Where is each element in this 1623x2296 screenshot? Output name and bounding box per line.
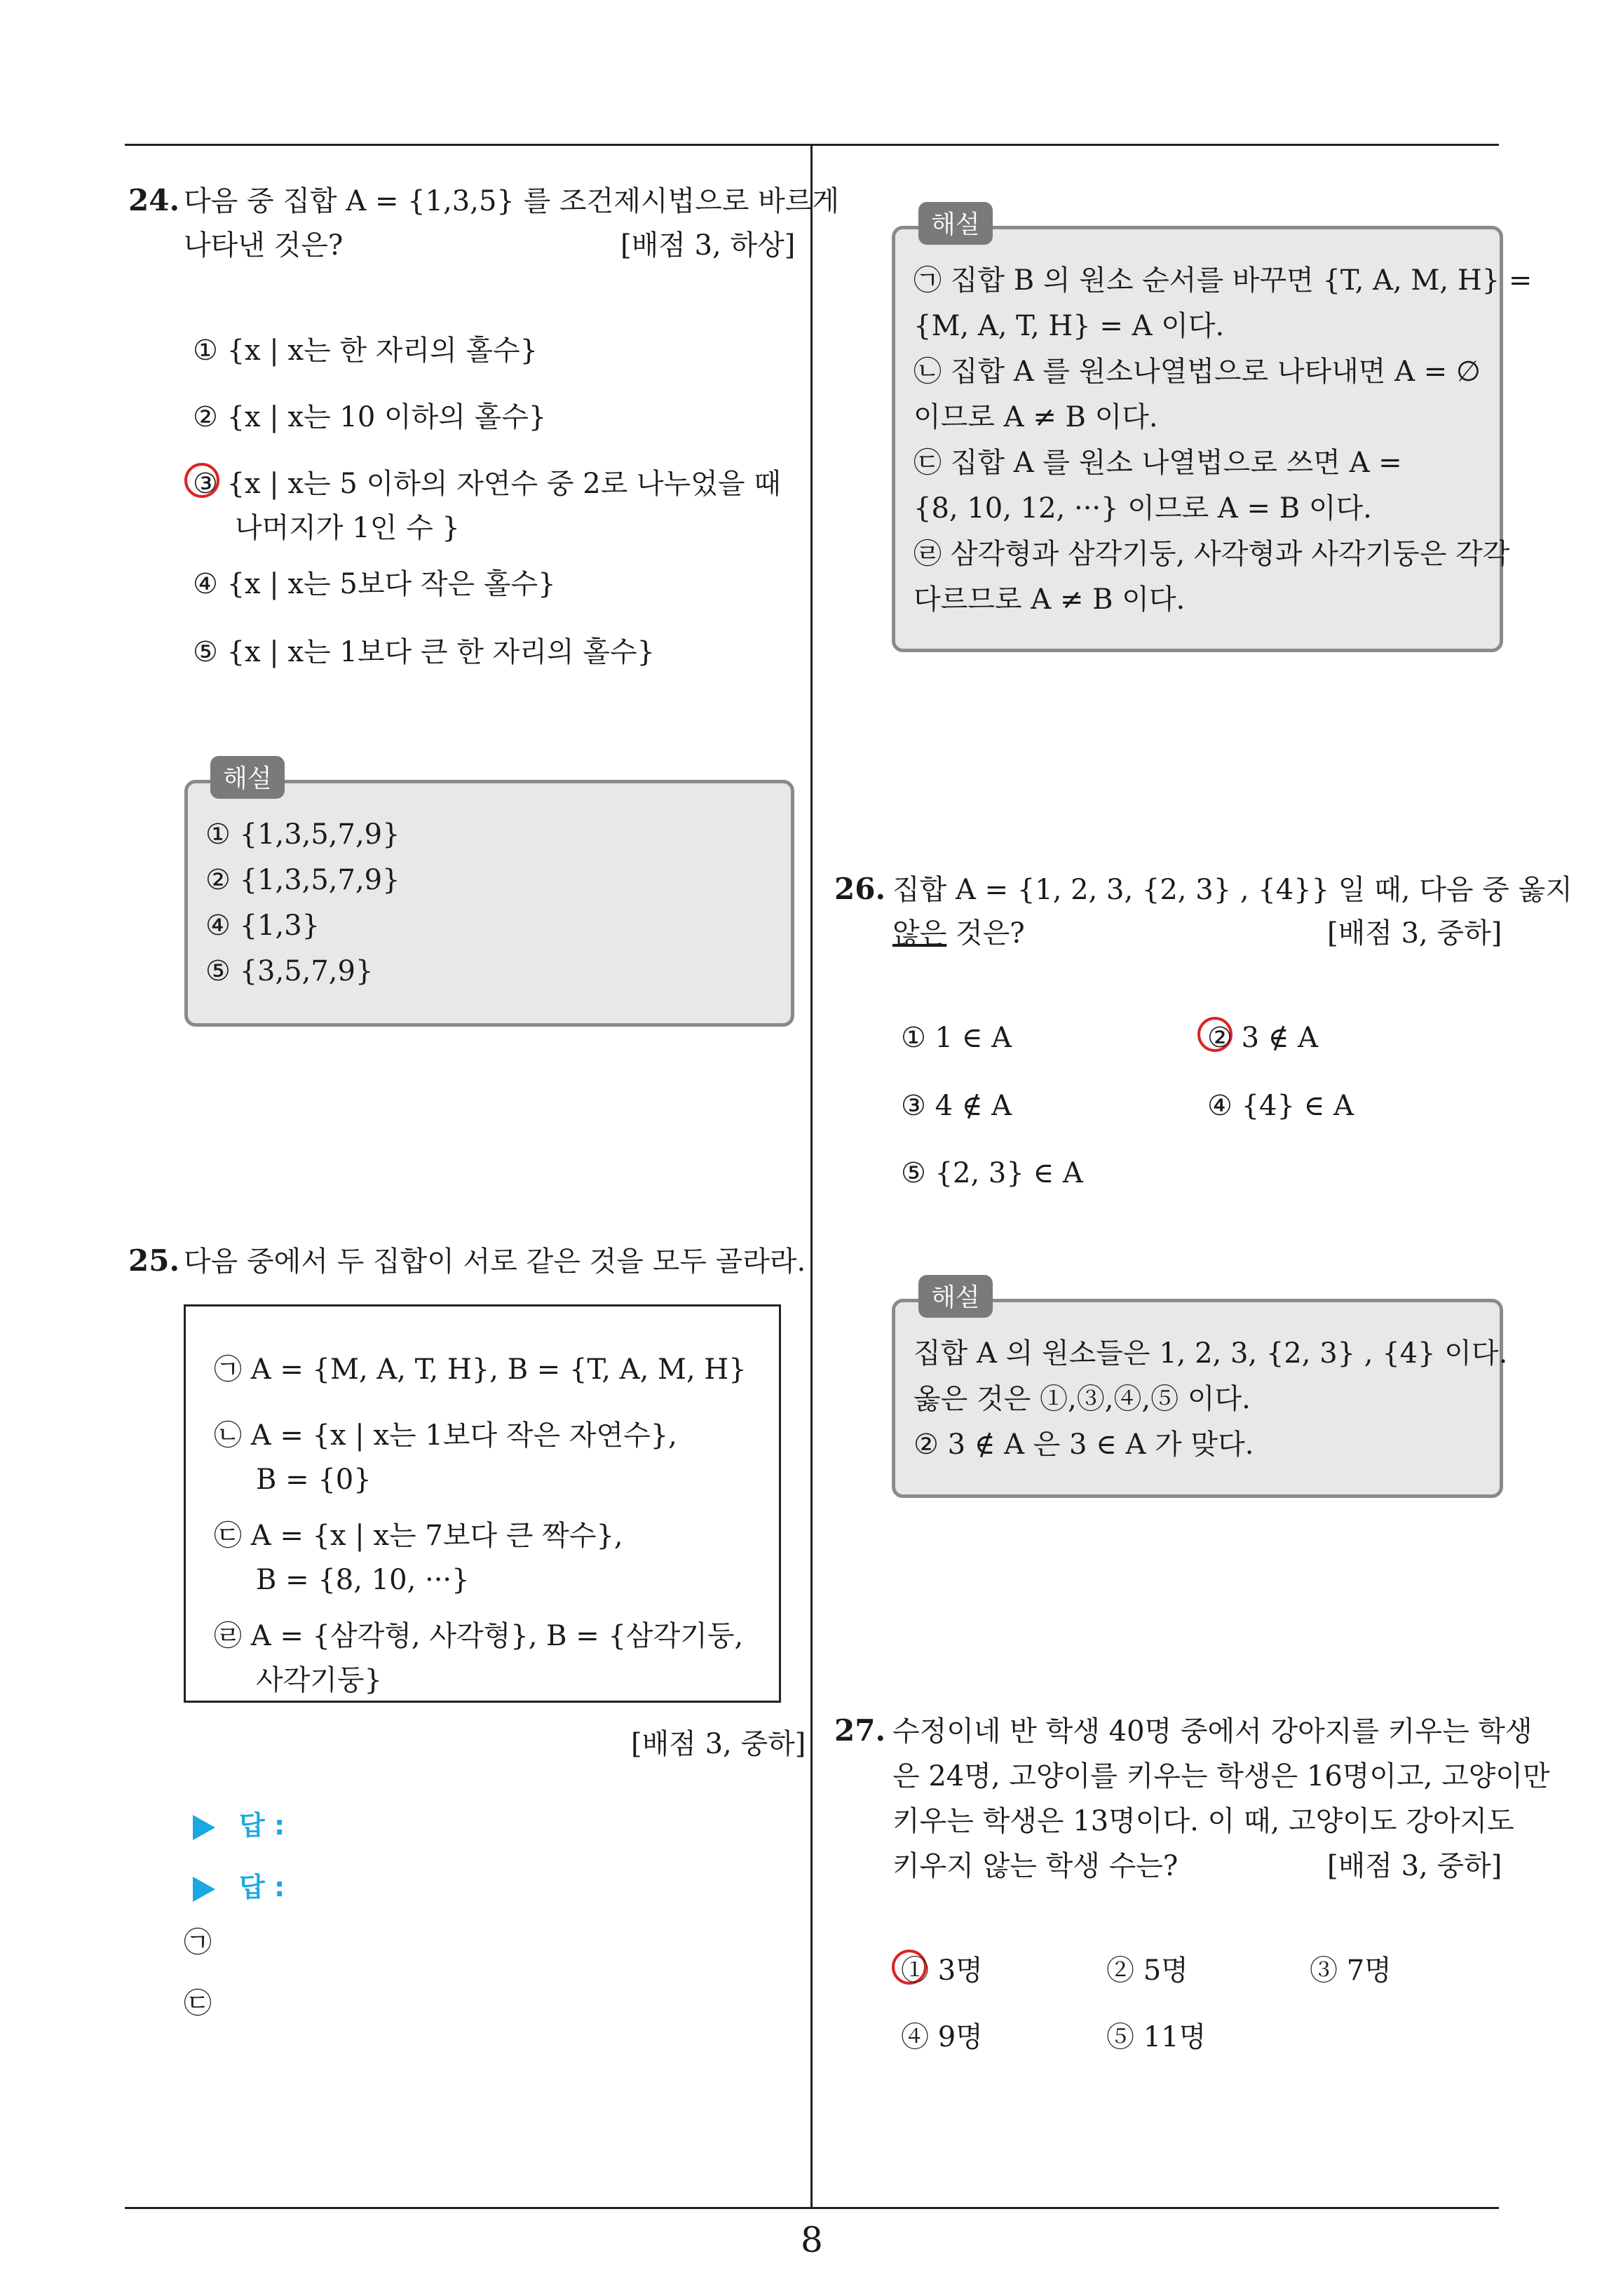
column-divider [810,144,813,2209]
q26-number: 26. [834,872,886,906]
q25-expl-line8: 다르므로 A ≠ B 이다. [914,583,1186,616]
q25-expl-line5: ㉢ 집합 A 를 원소 나열법으로 쓰면 A = [914,447,1402,479]
q24-option-5[interactable]: ⑤ {x | x는 1보다 큰 한 자리의 홀수} [193,636,655,668]
play-arrow-icon [193,1877,215,1902]
q24-text-line1: 다음 중 집합 A = {1,3,5} 를 조건제시법으로 바르게 [184,185,840,217]
q26-option-2[interactable]: ② 3 ∉ A [1207,1022,1318,1054]
q27-option-1[interactable]: ① 3명 [901,1954,983,1987]
q25-number: 25. [128,1243,180,1278]
q27-score: [배점 3, 중하] [1327,1850,1502,1882]
q24-option-1[interactable]: ① {x | x는 한 자리의 홀수} [193,335,538,367]
q27-option-3[interactable]: ③ 7명 [1310,1954,1392,1987]
q25-answer-label-1: 답 : [239,1810,285,1841]
q26-explanation-tag: 해설 [918,1275,993,1318]
q24-explanation-tag: 해설 [210,756,285,799]
q25-answer-value-1: ㉠ [184,1926,212,1959]
q27-option-5[interactable]: ⑤ 11명 [1106,2021,1207,2053]
q25-expl-line1: ㉠ 집합 B 의 원소 순서를 바꾸면 {T, A, M, H} = [914,264,1533,297]
q26-option-1[interactable]: ① 1 ∈ A [901,1022,1012,1054]
q27-text-line4: 키우지 않는 학생 수는? [892,1850,1179,1882]
q25-score: [배점 3, 중하] [631,1728,806,1760]
q25-item-4: ㉣ A = {삼각형, 사각형}, B = {삼각기둥, [214,1620,744,1652]
q25-item-4-cont: 사각기둥} [256,1664,383,1696]
q26-expl-line3: ② 3 ∉ A 은 3 ∈ A 가 맞다. [914,1429,1254,1461]
q27-text-line3: 키우는 학생은 13명이다. 이 때, 고양이도 강아지도 [892,1805,1514,1837]
q26-expl-line1: 집합 A 의 원소들은 1, 2, 3, {2, 3} , {4} 이다. [914,1337,1508,1370]
q27-text-line1: 수정이네 반 학생 40명 중에서 강아지를 키우는 학생 [892,1715,1533,1748]
page-number: 8 [801,2220,823,2260]
q24-option-4[interactable]: ④ {x | x는 5보다 작은 홀수} [193,568,556,600]
q27-number: 27. [834,1713,886,1748]
q25-item-2-cont: B = {0} [256,1464,372,1496]
q27-option-4[interactable]: ④ 9명 [901,2021,983,2053]
q27-option-2[interactable]: ② 5명 [1106,1954,1188,1987]
q25-item-3: ㉢ A = {x | x는 7보다 큰 짝수}, [214,1520,623,1552]
q25-answer-2[interactable] [193,1865,285,1904]
q25-answer-1[interactable] [193,1804,285,1842]
q24-expl-line3: ④ {1,3} [205,910,320,942]
q24-expl-line4: ⑤ {3,5,7,9} [205,955,374,987]
q25-expl-line3: ㉡ 집합 A 를 원소나열법으로 나타내면 A = ∅ [914,356,1481,388]
q25-item-3-cont: B = {8, 10, ···} [256,1564,470,1596]
q25-item-1: ㉠ A = {M, A, T, H}, B = {T, A, M, H} [214,1353,747,1386]
q26-option-4[interactable]: ④ {4} ∈ A [1207,1090,1354,1122]
q27-text-line2: 은 24명, 고양이를 키우는 학생은 16명이고, 고양이만 [892,1760,1550,1792]
q24-option-2[interactable]: ② {x | x는 10 이하의 홀수} [193,401,547,433]
q25-expl-line7: ㉣ 삼각형과 삼각기둥, 사각형과 사각기둥은 각각 [914,538,1510,570]
q24-expl-line2: ② {1,3,5,7,9} [205,864,400,896]
q26-underlined-word: 않은 [892,917,947,950]
q25-answer-value-2: ㉢ [184,1987,212,2020]
q24-option-3-cont: 나머지가 1인 수 } [235,512,460,544]
q25-expl-line2: {M, A, T, H} = A 이다. [914,310,1225,342]
q26-option-5[interactable]: ⑤ {2, 3} ∈ A [901,1157,1083,1189]
q26-score: [배점 3, 중하] [1327,917,1502,950]
q25-text: 다음 중에서 두 집합이 서로 같은 것을 모두 골라라. [184,1245,806,1278]
q24-score: [배점 3, 하상] [620,229,796,262]
q25-explanation-tag: 해설 [918,202,993,245]
q25-expl-line6: {8, 10, 12, ···} 이므로 A = B 이다. [914,492,1372,525]
q24-option-3[interactable]: ③ {x | x는 5 이하의 자연수 중 2로 나누었을 때 [193,468,781,500]
bottom-rule [125,2207,1499,2209]
q25-item-2: ㉡ A = {x | x는 1보다 작은 자연수}, [214,1419,677,1452]
q26-option-3[interactable]: ③ 4 ∉ A [901,1090,1012,1122]
q24-text-line2: 나타낸 것은? [184,229,344,262]
q24-expl-line1: ① {1,3,5,7,9} [205,818,400,851]
q26-text-line2 [892,916,1025,951]
q26-expl-line2: 옳은 것은 ①,③,④,⑤ 이다. [914,1383,1251,1415]
q25-expl-line4: 이므로 A ≠ B 이다. [914,401,1158,433]
play-arrow-icon [193,1815,215,1840]
q25-answer-label-2: 답 : [239,1872,285,1903]
q26-text-line2-rest: 것은? [946,917,1025,950]
q24-number: 24. [128,183,180,217]
q26-text-line1: 집합 A = {1, 2, 3, {2, 3} , {4}} 일 때, 다음 중 옳지 [892,874,1573,906]
